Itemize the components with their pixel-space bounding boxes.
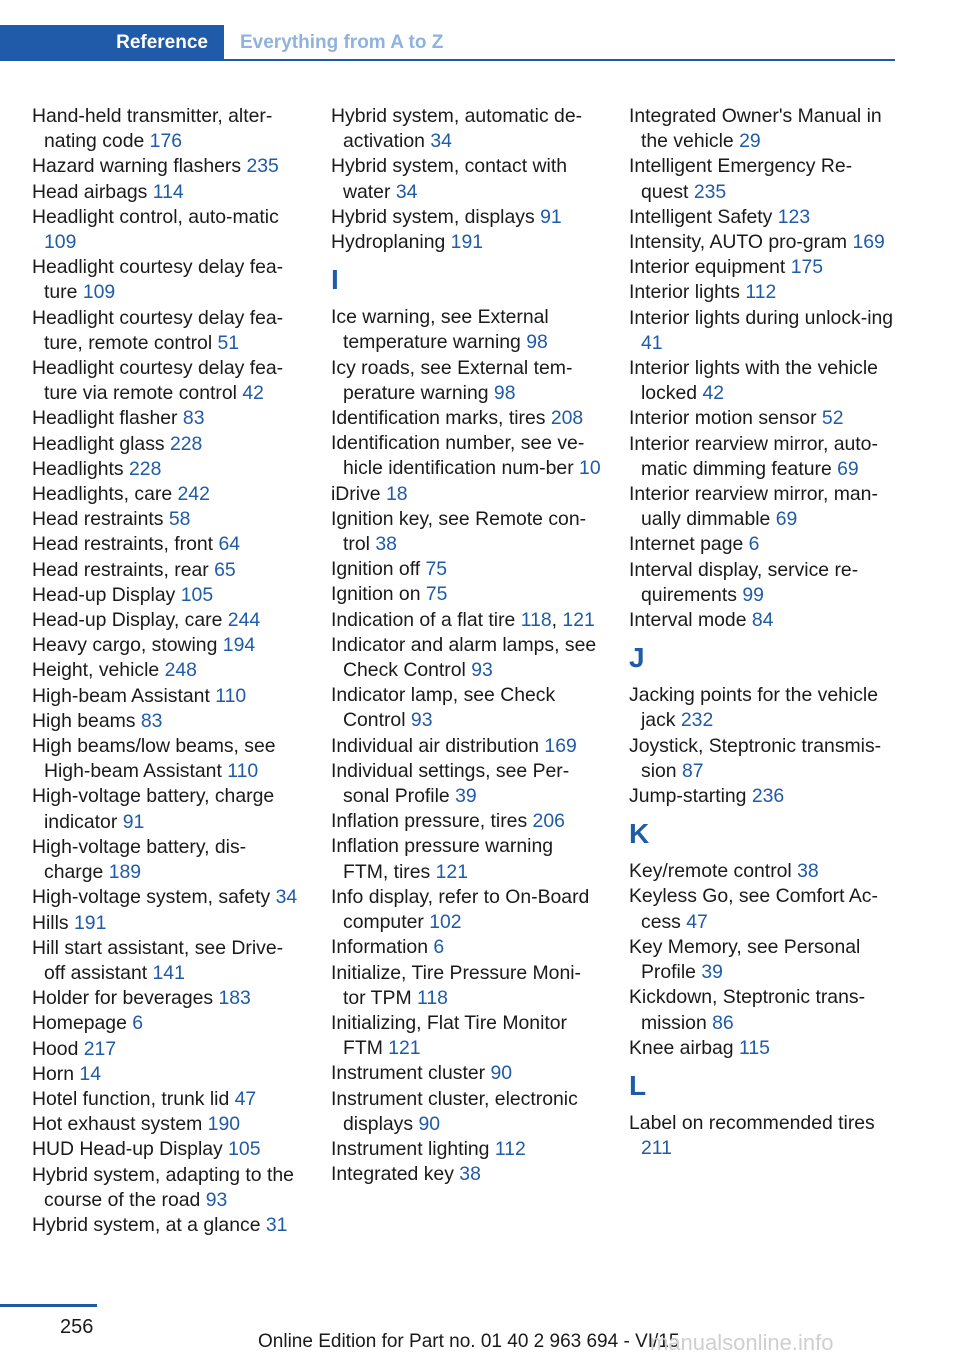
index-entry-term: Hand-held transmitter, alter-nating code	[32, 105, 273, 153]
page-reference-link[interactable]: 110	[227, 760, 259, 783]
page-reference-link[interactable]: 183	[218, 987, 251, 1010]
footer-rule	[0, 1304, 97, 1307]
index-entry-term: Hills	[32, 911, 69, 934]
page-number: 256	[60, 1316, 94, 1338]
index-letter-heading: I	[331, 264, 339, 296]
index-entry	[32, 457, 304, 482]
index-entry-term: Heavy cargo, stowing	[32, 634, 218, 657]
index-entry	[331, 230, 603, 255]
page-reference-link[interactable]: 87	[681, 759, 704, 782]
index-entry-term: Key/remote control	[629, 860, 792, 883]
index-entry-term: Ignition on	[331, 583, 421, 606]
page-reference-link[interactable]: 41	[641, 331, 663, 354]
index-entry	[32, 532, 304, 557]
edition-text: Online Edition for Part no. 01 40 2 963 694 - VI/15	[258, 1331, 680, 1352]
index-entry	[32, 684, 304, 709]
index-entry-term: Intelligent Emergency Re-quest	[629, 155, 853, 203]
index-entry-term: Headlights, care	[32, 483, 173, 506]
index-entry-term: Intelligent Safety	[629, 205, 773, 228]
index-entry	[629, 558, 899, 608]
index-entry	[32, 583, 304, 608]
index-entry-term: Homepage	[32, 1012, 127, 1035]
index-entry	[629, 859, 899, 884]
index-entry-term: Horn	[32, 1062, 75, 1085]
index-entry	[629, 1036, 899, 1061]
index-entry	[629, 255, 899, 280]
page-reference-link[interactable]: 235	[246, 155, 279, 178]
page-reference-link[interactable]: 90	[418, 1112, 441, 1135]
index-entry-term: Headlight courtesy delay fea-ture	[32, 256, 284, 304]
index-entry	[331, 683, 603, 733]
index-entry: Indication of a flat tire 118, 121	[331, 608, 595, 631]
index-entry-term: Jump-starting	[629, 785, 747, 808]
page-reference-link[interactable]: 83	[140, 709, 163, 732]
index-entry-term: Hood	[32, 1037, 79, 1060]
index-entry	[331, 305, 603, 355]
index-entry-term: Interval mode	[629, 609, 747, 632]
page-reference-link[interactable]: 175	[790, 256, 824, 279]
index-entry	[629, 482, 899, 532]
index-entry	[32, 104, 304, 154]
index-entry	[32, 154, 304, 179]
index-entry-term: High-voltage battery, charge indicator	[32, 785, 275, 833]
index-entry-term: Individual settings, see Per-sonal Profile	[331, 759, 570, 808]
index-entry-term: Height, vehicle	[32, 659, 160, 682]
index-entry	[32, 255, 304, 305]
index-entry-term: Initializing, Flat Tire Monitor FTM	[331, 1011, 568, 1060]
index-entry-term: Ignition key, see Remote con-trol	[331, 507, 587, 556]
index-entry-term: Instrument lighting	[331, 1137, 490, 1160]
index-entry	[331, 809, 603, 834]
index-entry	[32, 986, 304, 1011]
index-entry	[331, 431, 603, 481]
page-reference-link[interactable]: 91	[540, 205, 562, 228]
page-reference-link[interactable]: 235	[693, 180, 727, 203]
index-entry-term: Jacking points for the vehicle jack	[629, 684, 878, 732]
index-entry	[331, 557, 603, 582]
index-entry	[331, 582, 603, 607]
index-entry	[32, 709, 304, 734]
index-entry-term: Hill start assistant, see Drive-off assistant	[32, 936, 284, 984]
page-reference-link[interactable]: 121	[435, 860, 468, 883]
index-entry-term: Interior equipment	[629, 256, 786, 279]
index-entry	[629, 985, 899, 1035]
index-entry-term: Knee airbag	[629, 1036, 734, 1059]
index-column-3	[629, 104, 899, 1161]
index-entry-term: Head restraints, front	[32, 533, 214, 556]
page-reference-link[interactable]: 29	[739, 130, 761, 153]
index-entry	[629, 683, 899, 733]
index-entry	[629, 935, 899, 985]
index-entry-term: High-voltage battery, dis-charge	[32, 835, 247, 884]
page-reference-link[interactable]: 10	[579, 457, 601, 480]
index-entry-term: Head-up Display, care	[32, 609, 223, 632]
index-entry	[32, 911, 304, 936]
index-entry-term: Ignition off	[331, 558, 421, 581]
page-reference-link[interactable]: 123	[777, 205, 811, 228]
index-entry	[629, 306, 899, 356]
index-entry	[331, 406, 603, 431]
index-entry	[629, 280, 899, 305]
index-entry	[32, 432, 304, 457]
page-reference-link[interactable]: 42	[242, 382, 264, 405]
index-entry-term: Interior lights	[629, 281, 741, 304]
index-entry	[32, 482, 304, 507]
page-reference-link[interactable]: 93	[471, 659, 493, 682]
index-entry-term: Integrated key	[331, 1163, 454, 1186]
index-entry	[629, 104, 899, 154]
index-entry-term: Hybrid system, contact with water	[331, 155, 567, 203]
index-entry-term: Interior rearview mirror, man-ually dimmable	[629, 483, 878, 531]
index-entry	[331, 1087, 603, 1137]
page-reference-link[interactable]: 169	[852, 231, 885, 254]
page-reference-link[interactable]: 65	[214, 558, 236, 581]
page-reference-link[interactable]: 34	[395, 180, 418, 203]
page-reference-link[interactable]: 58	[168, 508, 191, 531]
page-reference-link[interactable]: 217	[83, 1037, 117, 1060]
page-header	[0, 25, 895, 61]
page-reference-link[interactable]: 191	[74, 911, 107, 934]
page-reference-link[interactable]: 51	[217, 331, 240, 354]
index-entry	[32, 608, 304, 633]
index-entry	[331, 356, 603, 406]
index-entry	[331, 885, 603, 935]
index-entry-term: Kickdown, Steptronic trans-mission	[629, 986, 866, 1034]
index-entry-term: Instrument cluster	[331, 1062, 486, 1085]
page-reference-link[interactable]: 75	[425, 583, 448, 606]
index-entry-term: Headlights	[32, 457, 124, 480]
index-entry-term: Information	[331, 936, 429, 959]
index-entry-term: Ice warning, see External temperature warning	[331, 306, 549, 354]
index-entry-term: Headlight courtesy delay fea-ture via remote control	[32, 357, 284, 405]
subsection-title: Everything from A to Z	[240, 32, 444, 53]
index-entry	[32, 205, 304, 255]
header-rule	[224, 59, 895, 61]
index-entry	[629, 406, 899, 431]
page-reference-link[interactable]: 83	[182, 407, 205, 430]
index-entry-term: Head airbags	[32, 180, 148, 203]
index-entry	[331, 1162, 603, 1187]
index-entry	[331, 633, 603, 683]
page-reference-link[interactable]: 110	[215, 684, 247, 707]
page-reference-link[interactable]: 211	[641, 1137, 672, 1160]
index-entry-term: Indication of a flat tire	[331, 608, 516, 631]
index-entry-term: Instrument cluster, electronic displays	[331, 1087, 578, 1135]
page-reference-link[interactable]: 98	[526, 331, 548, 354]
page-reference-link[interactable]: 34	[430, 130, 452, 153]
index-letter-heading: K	[629, 818, 650, 850]
index-column-1	[32, 104, 304, 1238]
page-reference-link[interactable]: 6	[433, 936, 445, 959]
index-entry	[331, 104, 603, 154]
index-entry-term: Indicator lamp, see Check Control	[331, 684, 556, 732]
page-reference-link[interactable]: 39	[455, 785, 477, 808]
index-entry-term: Interior lights during unlock-ing	[629, 306, 894, 329]
index-entry-term: Interior lights with the vehicle locked	[629, 357, 878, 405]
index-entry	[331, 507, 603, 557]
index-entry-term: Hotel function, trunk lid	[32, 1087, 230, 1110]
index-entry	[629, 734, 899, 784]
index-entry-term: Hybrid system, at a glance	[32, 1213, 261, 1236]
page-reference-link[interactable]: 236	[751, 785, 785, 808]
page-reference-link[interactable]: 98	[493, 381, 516, 404]
index-entry	[629, 1111, 899, 1161]
page-reference-link[interactable]: 105	[228, 1138, 261, 1161]
index-entry-term: Headlight control, auto-matic	[32, 205, 279, 228]
page-reference-link[interactable]: 99	[742, 583, 764, 606]
index-entry	[331, 759, 603, 809]
index-entry-term: Hot exhaust system	[32, 1113, 203, 1136]
index-entry-term: Head-up Display	[32, 583, 176, 606]
index-entry	[32, 658, 304, 683]
index-entry	[32, 180, 304, 205]
page-reference-link[interactable]: 112	[494, 1137, 526, 1160]
page-reference-link[interactable]: 248	[164, 659, 197, 682]
index-entry-term: Integrated Owner's Manual in the vehicle	[629, 105, 882, 153]
page-reference-link[interactable]: 105	[180, 583, 214, 606]
index-entry	[32, 356, 304, 406]
index-entry	[331, 935, 603, 960]
index-entry-term: Holder for beverages	[32, 987, 214, 1010]
index-entry	[32, 1163, 304, 1213]
page-reference-link[interactable]: 114	[152, 180, 184, 203]
index-entry	[32, 1213, 304, 1238]
index-entry	[331, 482, 603, 507]
index-entry-term: HUD Head-up Display	[32, 1138, 223, 1161]
page-reference-link[interactable]: 38	[459, 1163, 481, 1186]
index-entry-term: Key Memory, see Personal Profile	[629, 935, 861, 984]
index-entry	[32, 1062, 304, 1087]
index-entry-term: Headlight courtesy delay fea-ture, remote control	[32, 306, 284, 354]
page-reference-link[interactable]: 194	[222, 634, 256, 657]
page-reference-link[interactable]: 47	[234, 1087, 257, 1110]
page-reference-link[interactable]: 38	[375, 533, 397, 556]
index-entry	[32, 1011, 304, 1036]
page-reference-link[interactable]: 141	[152, 961, 185, 984]
page-reference-link[interactable]: 232	[680, 709, 714, 732]
page-reference-link[interactable]: 75	[425, 558, 448, 581]
index-entry	[32, 406, 304, 431]
index-entry-term: Keyless Go, see Comfort Ac-cess	[629, 885, 878, 933]
index-entry-term: Hybrid system, displays	[331, 205, 535, 228]
index-entry-term: Joystick, Steptronic transmis-sion	[629, 734, 882, 782]
index-entry-term: Inflation pressure, tires	[331, 810, 528, 833]
page-reference-link[interactable]: 93	[410, 709, 433, 732]
index-entry-term: Interior motion sensor	[629, 407, 817, 430]
page-reference-link[interactable]: 6	[132, 1012, 144, 1035]
index-entry	[629, 356, 899, 406]
index-entry-term: Hazard warning flashers	[32, 155, 242, 178]
page-reference-link[interactable]: 47	[686, 910, 708, 933]
index-entry-term: High-voltage system, safety	[32, 886, 271, 909]
index-entry-term: iDrive	[331, 482, 381, 505]
page-reference-link[interactable]: 38	[797, 860, 819, 883]
index-entry	[331, 834, 603, 884]
page-reference-link[interactable]: 18	[385, 482, 408, 505]
page-reference-link[interactable]: 112	[745, 281, 777, 304]
index-entry	[331, 961, 603, 1011]
page-reference-link[interactable]: 242	[177, 483, 210, 506]
page-reference-link[interactable]: 206	[532, 810, 565, 833]
index-entry-term: High beams	[32, 709, 136, 732]
index-entry	[331, 1137, 603, 1162]
page-reference-link[interactable]: 109	[44, 231, 77, 254]
index-entry-term: Head restraints, rear	[32, 558, 209, 581]
index-entry	[32, 1112, 304, 1137]
page-reference-link[interactable]: 115	[738, 1036, 770, 1059]
page-reference-link[interactable]: 86	[712, 1011, 734, 1034]
index-entry-term: Headlight glass	[32, 432, 165, 455]
index-entry	[32, 633, 304, 658]
page-reference-link[interactable]: 191	[450, 231, 484, 254]
index-entry-term: Hydroplaning	[331, 231, 446, 254]
index-entry	[32, 936, 304, 986]
page-reference-link[interactable]: 84	[751, 609, 774, 632]
index-entry	[331, 154, 603, 204]
page-reference-link[interactable]: 176	[149, 130, 183, 153]
index-entry-term: Interval display, service re-quirements	[629, 558, 859, 606]
index-entry	[32, 734, 304, 784]
index-column-2	[331, 104, 603, 1187]
index-entry	[32, 507, 304, 532]
index-entry	[629, 154, 899, 204]
index-entry	[32, 306, 304, 356]
index-entry-term: Label on recommended tires	[629, 1111, 875, 1134]
index-entry-term: Hybrid system, adapting to the course of the road	[32, 1163, 294, 1211]
index-entry	[629, 884, 899, 934]
index-entry	[32, 784, 304, 834]
page-reference-link[interactable]: 34	[275, 886, 298, 909]
index-entry	[32, 1087, 304, 1112]
section-label: Reference	[116, 32, 208, 53]
page-reference-link[interactable]: 90	[490, 1062, 513, 1085]
index-entry-term: Hybrid system, automatic de-activation	[331, 105, 583, 153]
page-reference-link[interactable]: 91	[122, 810, 145, 833]
page-reference-link[interactable]: 208	[550, 407, 584, 430]
page-reference-link[interactable]: 31	[265, 1213, 288, 1236]
index-entry-term: Intensity, AUTO pro-gram	[629, 231, 848, 254]
page-reference-link[interactable]: 14	[79, 1062, 101, 1085]
index-entry	[331, 1011, 603, 1061]
index-entry-term: Individual air distribution	[331, 734, 540, 757]
page-reference-link[interactable]: 42	[702, 382, 725, 405]
page-reference-link[interactable]: 169	[544, 734, 577, 757]
index-entry	[629, 784, 899, 809]
index-entry-term: Identification marks, tires	[331, 407, 546, 430]
index-entry-term: Icy roads, see External tem-perature warning	[331, 356, 573, 404]
page-reference-link[interactable]: 121	[562, 608, 595, 631]
page-reference-link[interactable]: 52	[821, 407, 844, 430]
index-entry-term: Headlight flasher	[32, 407, 178, 430]
index-entry	[629, 608, 899, 633]
page-reference-link[interactable]: 118	[520, 608, 552, 631]
page-reference-link[interactable]: 93	[205, 1188, 228, 1211]
index-entry	[629, 230, 899, 255]
page-reference-link[interactable]: 244	[227, 609, 261, 632]
watermark: manualsonline.info	[650, 1330, 834, 1355]
index-entry-term: High beams/low beams, see High-beam Assistant	[32, 735, 276, 783]
index-entry	[32, 885, 304, 910]
index-entry-term: Indicator and alarm lamps, see Check Control	[331, 633, 597, 682]
index-entry	[32, 835, 304, 885]
index-entry-term: Inflation pressure warning FTM, tires	[331, 835, 554, 883]
section-tab	[0, 25, 224, 61]
index-entry	[331, 205, 603, 230]
index-entry	[629, 532, 899, 557]
page-reference-link[interactable]: 228	[169, 432, 203, 455]
index-letter-heading: L	[629, 1069, 647, 1101]
index-entry	[32, 1037, 304, 1062]
page-reference-link[interactable]: 118	[417, 986, 448, 1009]
page-reference-link[interactable]: 6	[748, 533, 760, 556]
index-entry-term: Info display, refer to On-Board computer	[331, 885, 590, 934]
index-letter-heading: J	[629, 642, 645, 674]
page-reference-link[interactable]: 121	[388, 1037, 421, 1060]
page-reference-link[interactable]: 190	[207, 1113, 241, 1136]
page-reference-link[interactable]: 228	[129, 457, 162, 480]
index-entry-term: High-beam Assistant	[32, 684, 210, 707]
page-reference-link[interactable]: 109	[82, 281, 116, 304]
index-entry-term: Identification number, see ve-hicle identification num-ber	[331, 432, 585, 480]
index-entry-term: Initialize, Tire Pressure Moni-tor TPM	[331, 961, 582, 1009]
index-entry	[629, 205, 899, 230]
index-entry-term: Head restraints	[32, 508, 164, 531]
index-entry	[32, 1137, 304, 1162]
page-reference-link[interactable]: 189	[108, 861, 142, 884]
page-reference-link[interactable]: 64	[218, 533, 241, 556]
index-entry	[331, 1061, 603, 1086]
index-entry	[32, 558, 304, 583]
index-entry	[629, 432, 899, 482]
page-reference-link[interactable]: 69	[837, 457, 859, 480]
index-entry	[331, 734, 603, 759]
index-entry-term: Interior rearview mirror, auto-matic dimming feature	[629, 432, 878, 480]
index-entry-term: Internet page	[629, 533, 744, 556]
page-reference-link[interactable]: 39	[701, 961, 723, 984]
page-reference-link[interactable]: 102	[429, 911, 462, 934]
page-reference-link[interactable]: 69	[775, 508, 798, 531]
